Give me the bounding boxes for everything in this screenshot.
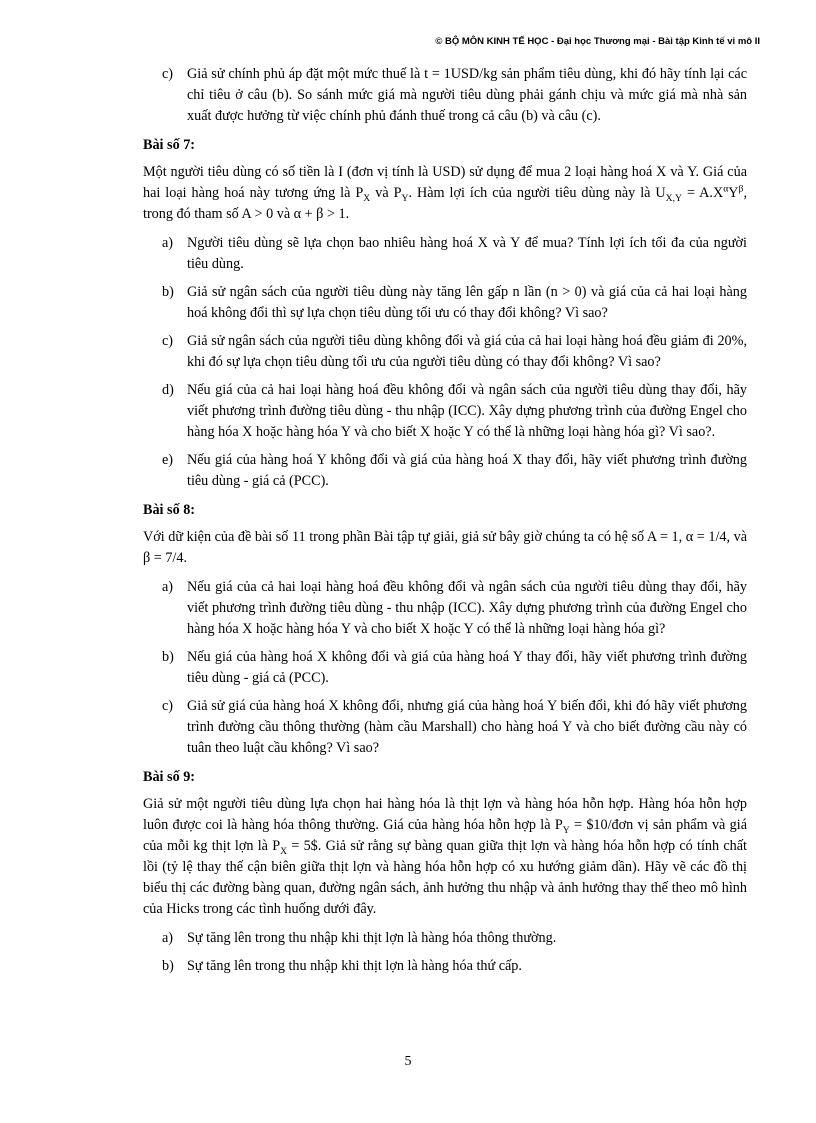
item-text: Sự tăng lên trong thu nhập khi thịt lợn là hàng hóa thông thường. (187, 930, 557, 946)
list-item (143, 956, 747, 977)
section-intro-bai-9: Giả sử một người tiêu dùng lựa chọn hai hàng hóa là thịt lợn và hàng hóa hỗn hợp. Hàng hóa hỗn hợp luôn được coi là hàng hóa thông thường. Giá của hàng hóa hỗn hợp là $P_Y$ = $10/đơn vị sản phẩm và giá của mỗi kg thịt lợn là $P_X$ = 5$. Giả sử rằng sự bàng quan giữa thịt lợn và hàng hóa hỗn hợp có tính chất lồi (tỷ lệ thay thế cận biên giữa thịt lợn và hàng hóa hỗn hợp có xu hướng giảm dần). Hãy vẽ các đồ thị biểu thị các đường bàng quan, đường ngân sách, ảnh hưởng thu nhập và ảnh hưởng thay thế theo mô hình của Hicks trong các tình huống dưới đây. (143, 796, 747, 917)
list-item (143, 380, 747, 443)
section-intro-bai-8: Với dữ kiện của đề bài số 11 trong phần Bài tập tự giải, giả sử bây giờ chúng ta có hệ số A = 1, α = 1/4, và β = 7/4. (143, 529, 747, 566)
page-number: 5 (404, 1054, 412, 1069)
item-label: a) (162, 235, 174, 251)
item-label: b) (162, 958, 174, 974)
item-label: a) (162, 930, 174, 946)
item-text: Nếu giá của cả hai loại hàng hoá đều không đổi và ngân sách của người tiêu dùng thay đổi, hãy viết phương trình đường tiêu dùng - thu nhập (ICC). Xây dựng phương trình của đường Engel cho hàng hóa X hoặc hàng hóa Y và cho biết X hoặc Y có thể là những loại hàng hóa gì? (187, 579, 747, 637)
page-header: © BỘ MÔN KINH TẾ HỌC - Đại học Thương mại - Bài tập Kinh tế vi mô II (435, 36, 760, 47)
list-item (143, 928, 747, 949)
item-text: Người tiêu dùng sẽ lựa chọn bao nhiêu hàng hoá X và Y để mua? Tính lợi ích tối đa của người tiêu dùng. (187, 235, 747, 272)
list-item (143, 282, 747, 324)
item-text: Giả sử ngân sách của người tiêu dùng này tăng lên gấp n lần (n > 0) và giá của cả hai loại hàng hoá không đổi thì sự lựa chọn tiêu dùng tối ưu có thay đổi không? Vì sao? (187, 284, 747, 321)
item-text: Sự tăng lên trong thu nhập khi thịt lợn là hàng hóa thứ cấp. (187, 958, 522, 974)
item-text: Giả sử giá của hàng hoá X không đổi, nhưng giá của hàng hoá Y biến đổi, khi đó hãy viết phương trình đường cầu thông thường (hàm cầu Marshall) cho hàng hoá Y và cho biết đường cầu này có tuân theo luật cầu không? Vì sao? (187, 698, 747, 756)
list-item (143, 64, 747, 127)
section-heading-bai-8: Bài số 8: (143, 502, 196, 518)
section-heading-bai-9: Bài số 9: (143, 769, 196, 785)
item-label: d) (162, 382, 174, 398)
list-item (143, 233, 747, 275)
list-item (143, 696, 747, 759)
item-text: Nếu giá của hàng hoá Y không đổi và giá của hàng hoá X thay đổi, hãy viết phương trình đường tiêu dùng - giá cả (PCC). (187, 452, 747, 489)
item-label: c) (162, 698, 174, 714)
item-label: b) (162, 649, 174, 665)
item-text: Nếu giá của cả hai loại hàng hoá đều không đổi và ngân sách của người tiêu dùng thay đổi, hãy viết phương trình đường tiêu dùng - thu nhập (ICC). Xây dựng phương trình của đường Engel cho hàng hóa X hoặc hàng hóa Y và cho biết X hoặc Y có thể là những loại hàng hóa gì? Vì sao?. (187, 382, 747, 440)
item-text: Nếu giá của hàng hoá X không đổi và giá của hàng hoá Y thay đổi, hãy viết phương trình đường tiêu dùng - giá cả (PCC). (187, 649, 747, 686)
section-intro-bai-7: Một người tiêu dùng có số tiền là I (đơn vị tính là USD) sử dụng để mua 2 loại hàng hoá X và Y. Giá của hai loại hàng hoá này tương ứng là $P_X$ và $P_Y$. Hàm lợi ích của người tiêu dùng này là $U_{X,Y} = A.X^\alpha Y^\beta$, trong đó tham số A > 0 và α + β > 1. (143, 164, 747, 222)
item-label: c) (162, 333, 174, 349)
item-label: e) (162, 452, 174, 468)
item-label: a) (162, 579, 174, 595)
item-label: b) (162, 284, 174, 300)
list-item (143, 450, 747, 492)
list-item (143, 331, 747, 373)
list-item (143, 577, 747, 640)
page-content (143, 64, 747, 984)
item-text: Giả sử ngân sách của người tiêu dùng không đổi và giá của cả hai loại hàng hoá đều giảm đi 20%, khi đó sự lựa chọn tiêu dùng tối ưu của người tiêu dùng có thay đổi không? Vì sao? (187, 333, 747, 370)
section-heading-bai-7: Bài số 7: (143, 137, 196, 153)
item-text: Giả sử chính phủ áp đặt một mức thuế là t = 1USD/kg sản phẩm tiêu dùng, khi đó hãy tính lại các chỉ tiêu ở câu (b). So sánh mức giá mà người tiêu dùng phải gánh chịu và mức giá mà nhà sản xuất được hưởng từ việc chính phủ đánh thuế trong cả câu (b) và câu (c). (187, 66, 747, 124)
item-label: c) (162, 66, 174, 82)
list-item (143, 647, 747, 689)
